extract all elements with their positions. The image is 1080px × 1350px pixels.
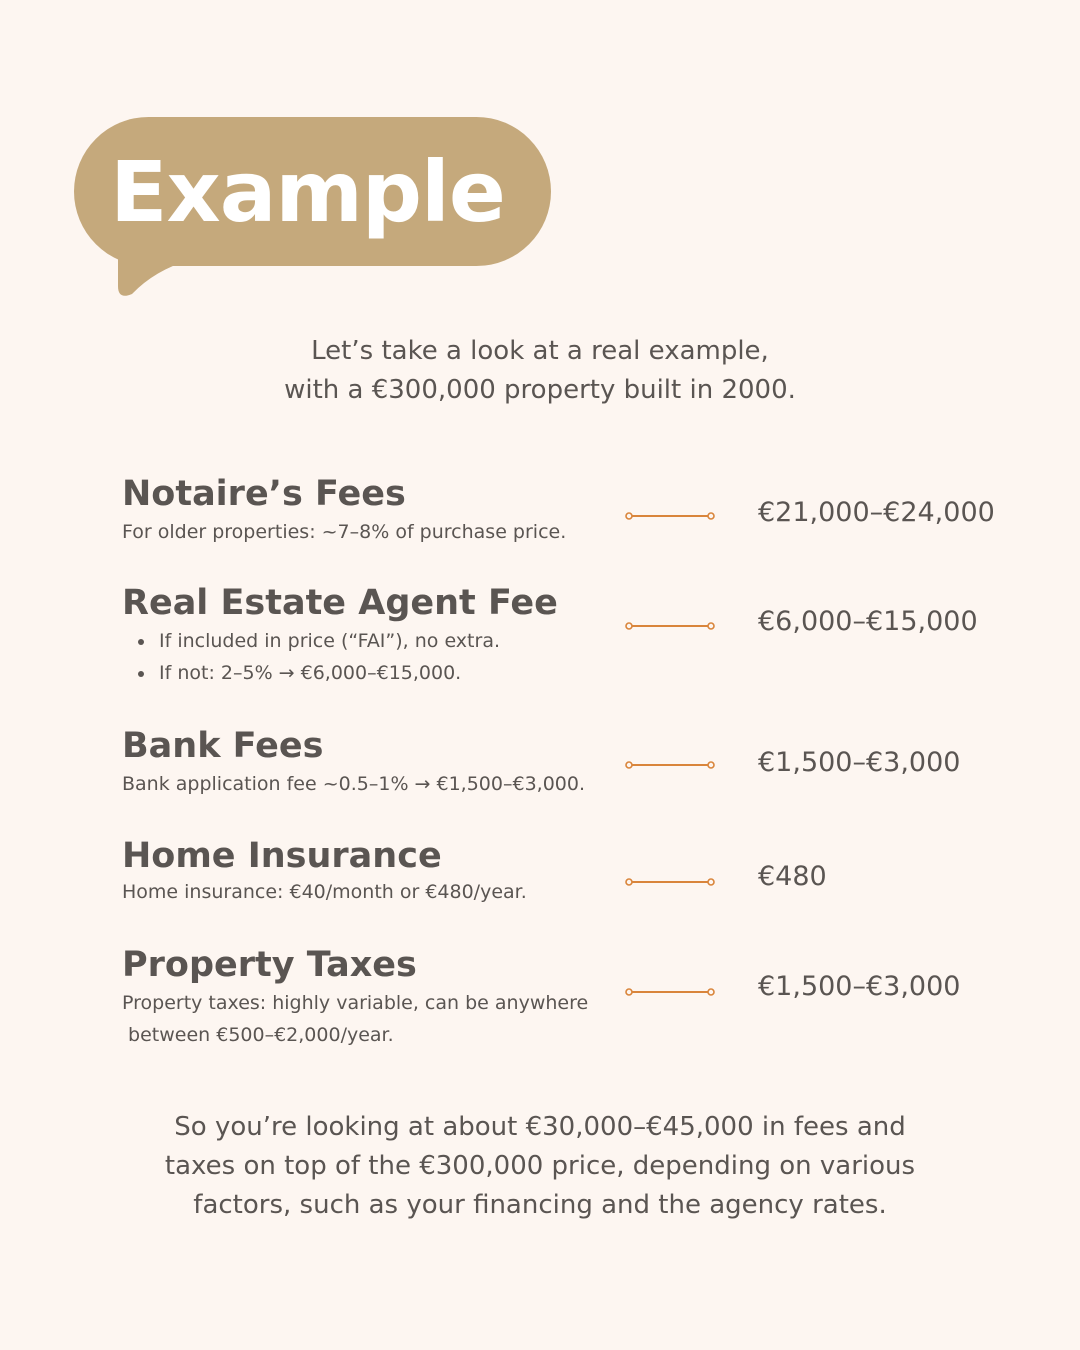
fee-amount: €21,000–€24,000 <box>758 497 995 528</box>
intro-text <box>0 332 1080 410</box>
connector-line <box>624 760 716 770</box>
summary-line: factors, such as your financing and the agency rates. <box>193 1190 887 1220</box>
fee-title: Home Insurance <box>122 836 442 876</box>
summary-line: So you’re looking at about €30,000–€45,000 in fees and <box>174 1112 906 1142</box>
fee-description: For older properties: ~7–8% of purchase price. <box>122 521 567 543</box>
fee-description: between €500–€2,000/year. <box>122 1024 394 1046</box>
fee-amount: €1,500–€3,000 <box>758 747 961 778</box>
fee-amount: €1,500–€3,000 <box>758 971 961 1002</box>
page-title: Example <box>110 142 505 241</box>
list-item: If included in price (“FAI”), no extra. <box>135 625 500 657</box>
fee-description: Bank application fee ~0.5–1% → €1,500–€3,000. <box>122 773 585 795</box>
speech-bubble-tail <box>100 240 190 300</box>
fee-title: Real Estate Agent Fee <box>122 583 558 623</box>
fee-bullet-list <box>135 625 500 689</box>
list-item: If not: 2–5% → €6,000–€15,000. <box>135 657 500 689</box>
fee-description: Property taxes: highly variable, can be anywhere <box>122 992 589 1014</box>
fee-title: Property Taxes <box>122 945 417 985</box>
summary-line: taxes on top of the €300,000 price, depending on various <box>164 1151 916 1181</box>
fee-title: Bank Fees <box>122 726 324 766</box>
summary-text <box>0 1108 1080 1225</box>
connector-line <box>624 511 716 521</box>
connector-line <box>624 621 716 631</box>
connector-line <box>624 877 716 887</box>
intro-line: with a €300,000 property built in 2000. <box>284 375 796 405</box>
fee-description: Home insurance: €40/month or €480/year. <box>122 881 527 903</box>
fee-amount: €480 <box>758 861 827 892</box>
intro-line: Let’s take a look at a real example, <box>311 336 769 366</box>
fee-amount: €6,000–€15,000 <box>758 606 978 637</box>
connector-line <box>624 987 716 997</box>
fee-title: Notaire’s Fees <box>122 474 406 514</box>
